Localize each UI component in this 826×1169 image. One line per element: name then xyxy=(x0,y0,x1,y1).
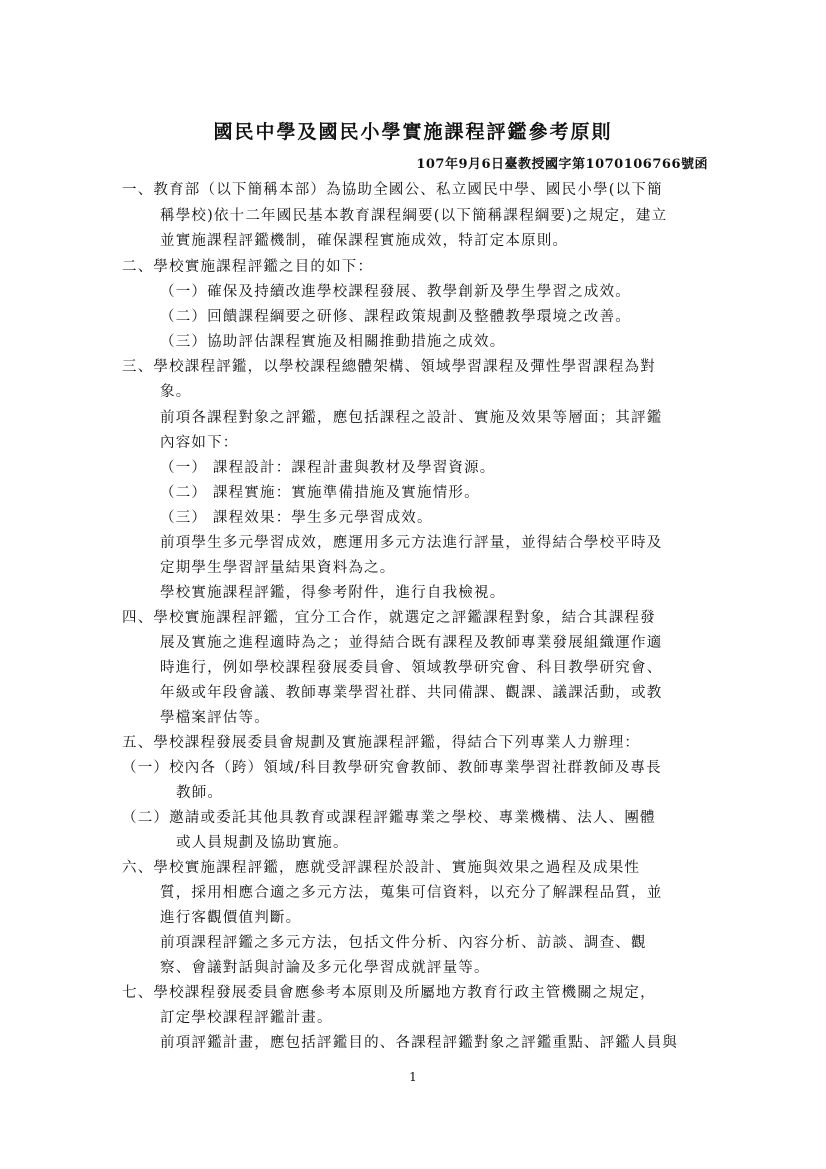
text-line: 察、會議對話與討論及多元化學習成就評量等。 xyxy=(160,960,490,976)
text-line: 前項課程評鑑之多元方法，包括文件分析、內容分析、訪談、調查、觀 xyxy=(160,935,647,951)
text-line: 前項各課程對象之評鑑，應包括課程之設計、實施及效果等層面；其評鑑 xyxy=(160,410,663,426)
text-line: （三） 課程效果：學生多元學習成效。 xyxy=(160,510,433,526)
text-line: 訂定學校課程評鑑計畫。 xyxy=(160,1010,333,1026)
text-line: 或人員規劃及協助實施。 xyxy=(176,835,349,851)
text-line: （一）校內各（跨）領域/科目教學研究會教師、教師專業學習社群教師及專長 xyxy=(122,760,662,776)
text-line: 質，採用相應合適之多元方法，蒐集可信資料，以充分了解課程品質，並 xyxy=(160,885,663,901)
text-line: 二、學校實施課程評鑑之目的如下： xyxy=(122,259,374,275)
text-line: （三）協助評估課程實施及相關推動措施之成效。 xyxy=(160,334,506,350)
text-line: （一） 課程設計：課程計畫與教材及學習資源。 xyxy=(160,460,496,476)
document-reference-number: 107年9月6日臺教授國字第1070106766號函 xyxy=(416,157,708,172)
text-line: 三、學校課程評鑑，以學校課程總體架構、領域學習課程及彈性學習課程為對 xyxy=(122,359,656,375)
text-line: 一、教育部（以下簡稱本部）為協助全國公、私立國民中學、國民小學(以下簡 xyxy=(122,182,663,198)
text-line: 象。 xyxy=(160,384,192,400)
text-line: 四、學校實施課程評鑑，宜分工合作，就選定之評鑑課程對象，結合其課程發 xyxy=(122,610,656,626)
text-line: 內容如下： xyxy=(160,435,239,451)
text-line: （二）回饋課程綱要之研修、課程政策規劃及整體教學環境之改善。 xyxy=(160,309,631,325)
text-line: 學檔案評估等。 xyxy=(160,710,270,726)
text-line: 五、學校課程發展委員會規劃及實施課程評鑑，得結合下列專業人力辦理： xyxy=(122,735,641,751)
text-line: 年級或年段會議、教師專業學習社群、共同備課、觀課、議課活動，或教 xyxy=(160,685,663,701)
text-line: 學校實施課程評鑑，得參考附件，進行自我檢視。 xyxy=(160,585,506,601)
text-line: 定期學生學習評量結果資料為之。 xyxy=(160,560,396,576)
text-line: 前項評鑑計畫，應包括評鑑目的、各課程評鑑對象之評鑑重點、評鑑人員與 xyxy=(160,1035,679,1051)
text-line: 前項學生多元學習成效，應運用多元方法進行評量，並得結合學校平時及 xyxy=(160,535,663,551)
text-line: 時進行，例如學校課程發展委員會、領域教學研究會、科目教學研究會、 xyxy=(160,660,663,676)
document-title: 國民中學及國民小學實施課程評鑑參考原則 xyxy=(213,121,613,143)
text-line: （一）確保及持續改進學校課程發展、教學創新及學生學習之成效。 xyxy=(160,284,631,300)
text-line: 並實施課程評鑑機制，確保課程實施成效，特訂定本原則。 xyxy=(160,233,569,249)
text-line: （二）邀請或委託其他具教育或課程評鑑專業之學校、專業機構、法人、團體 xyxy=(122,810,656,826)
text-line: 展及實施之進程適時為之；並得結合既有課程及教師專業發展組織運作適 xyxy=(160,635,663,651)
text-line: 教師。 xyxy=(176,785,224,801)
text-line: 進行客觀價值判斷。 xyxy=(160,910,302,926)
text-line: （二） 課程實施：實施準備措施及實施情形。 xyxy=(160,485,480,501)
page-number: 1 xyxy=(409,1070,417,1084)
text-line: 七、學校課程發展委員會應參考本原則及所屬地方教育行政主管機關之規定， xyxy=(122,985,656,1001)
text-line: 六、學校實施課程評鑑，應就受評課程於設計、實施與效果之過程及成果性 xyxy=(122,860,641,876)
text-line: 稱學校)依十二年國民基本教育課程綱要(以下簡稱課程綱要)之規定，建立 xyxy=(160,208,668,224)
